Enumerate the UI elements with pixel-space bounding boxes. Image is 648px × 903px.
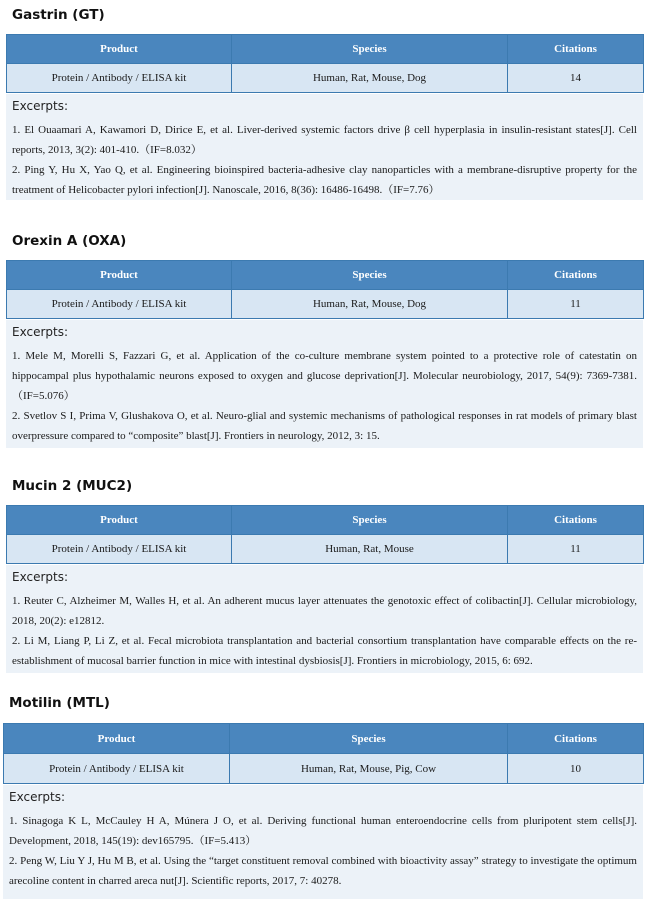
excerpt-item: 2. Li M, Liang P, Li Z, et al. Fecal microbiota transplantation and bacterial consortium transplantation have comparable effects on the re-establishment of mucosal barrier function in mice with intestinal dysbiosis[J]. Frontiers in microbiology, 2015, 6: 692.	[12, 635, 637, 667]
excerpt-item: 1. Sinagoga K L, McCauley H A, Múnera J O, et al. Deriving functional human enteroendocrine cells from pluripotent stem cells[J]. Development, 2018, 145(19): dev165795.（IF=5.413）	[9, 815, 637, 847]
cell-product: Protein / Antibody / ELISA kit	[4, 754, 230, 784]
cell-species: Human, Rat, Mouse	[232, 535, 508, 564]
excerpts-label: Excerpts:	[12, 570, 69, 584]
product-table	[6, 34, 644, 93]
excerpt-item: 1. El Ouaamari A, Kawamori D, Dirice E, et al. Liver-derived systemic factors drive β cell hyperplasia in insulin-resistant states[J]. Cell reports, 2013, 3(2): 401-410.（IF=8.032）	[12, 124, 637, 156]
header-species: Species	[232, 35, 508, 64]
cell-product: Protein / Antibody / ELISA kit	[7, 535, 232, 564]
cell-species: Human, Rat, Mouse, Pig, Cow	[230, 754, 508, 784]
cell-citations: 14	[508, 64, 644, 93]
table-header-row	[7, 35, 644, 64]
table-row	[7, 64, 644, 93]
table-row	[4, 754, 644, 784]
section-title: Gastrin (GT)	[12, 7, 105, 23]
table-row	[7, 290, 644, 319]
excerpts-box	[6, 320, 643, 448]
cell-species: Human, Rat, Mouse, Dog	[232, 290, 508, 319]
product-table	[6, 260, 644, 319]
header-product: Product	[7, 506, 232, 535]
excerpts-label: Excerpts:	[12, 325, 69, 339]
cell-citations: 11	[508, 535, 644, 564]
excerpts-box	[6, 565, 643, 673]
excerpt-item: 2. Svetlov S I, Prima V, Glushakova O, et al. Neuro-glial and systemic mechanisms of pathological responses in rat models of primary blast overpressure compared to “composite” blast[J]. Frontiers in neurology, 2012, 3: 15.	[12, 410, 637, 442]
cell-product: Protein / Antibody / ELISA kit	[7, 290, 232, 319]
excerpts-box	[3, 785, 643, 899]
excerpt-item: 1. Reuter C, Alzheimer M, Walles H, et al. An adherent mucus layer attenuates the genotoxic effect of colibactin[J]. Cellular microbiology, 2018, 20(2): e12812.	[12, 595, 637, 627]
table-row	[7, 535, 644, 564]
product-table	[6, 505, 644, 564]
table-header-row	[4, 724, 644, 754]
excerpt-item: 2. Peng W, Liu Y J, Hu M B, et al. Using the “target constituent removal combined with bioactivity assay” strategy to investigate the optimum arecoline content in charred areca nut[J]. Scientific reports, 2017, 7: 40278.	[9, 855, 637, 887]
header-citations: Citations	[508, 35, 644, 64]
header-product: Product	[7, 261, 232, 290]
product-table	[3, 723, 644, 784]
header-citations: Citations	[508, 724, 644, 754]
section-title: Motilin (MTL)	[9, 695, 110, 711]
header-species: Species	[230, 724, 508, 754]
excerpts-label: Excerpts:	[9, 790, 66, 804]
cell-species: Human, Rat, Mouse, Dog	[232, 64, 508, 93]
cell-citations: 11	[508, 290, 644, 319]
cell-product: Protein / Antibody / ELISA kit	[7, 64, 232, 93]
header-species: Species	[232, 506, 508, 535]
header-species: Species	[232, 261, 508, 290]
section-title: Orexin A (OXA)	[12, 233, 127, 249]
section-title: Mucin 2 (MUC2)	[12, 478, 133, 494]
header-citations: Citations	[508, 506, 644, 535]
header-product: Product	[4, 724, 230, 754]
table-header-row	[7, 261, 644, 290]
excerpts-label: Excerpts:	[12, 99, 69, 113]
header-product: Product	[7, 35, 232, 64]
table-header-row	[7, 506, 644, 535]
excerpt-item: 2. Ping Y, Hu X, Yao Q, et al. Engineering bioinspired bacteria-adhesive clay nanoparticles with a membrane-disruptive property for the treatment of Helicobacter pylori infection[J]. Nanoscale, 2016, 8(36): 16486-16498.（IF=7.76）	[12, 164, 637, 196]
cell-citations: 10	[508, 754, 644, 784]
excerpts-box	[6, 94, 643, 200]
excerpt-item: 1. Mele M, Morelli S, Fazzari G, et al. Application of the co-culture membrane system pointed to a protective role of catestatin on hippocampal plus hypothalamic neurons exposed to oxygen and glucose deprivation[J]. Molecular neurobiology, 2017, 54(9): 7369-7381.（IF=5.076）	[12, 350, 637, 402]
header-citations: Citations	[508, 261, 644, 290]
